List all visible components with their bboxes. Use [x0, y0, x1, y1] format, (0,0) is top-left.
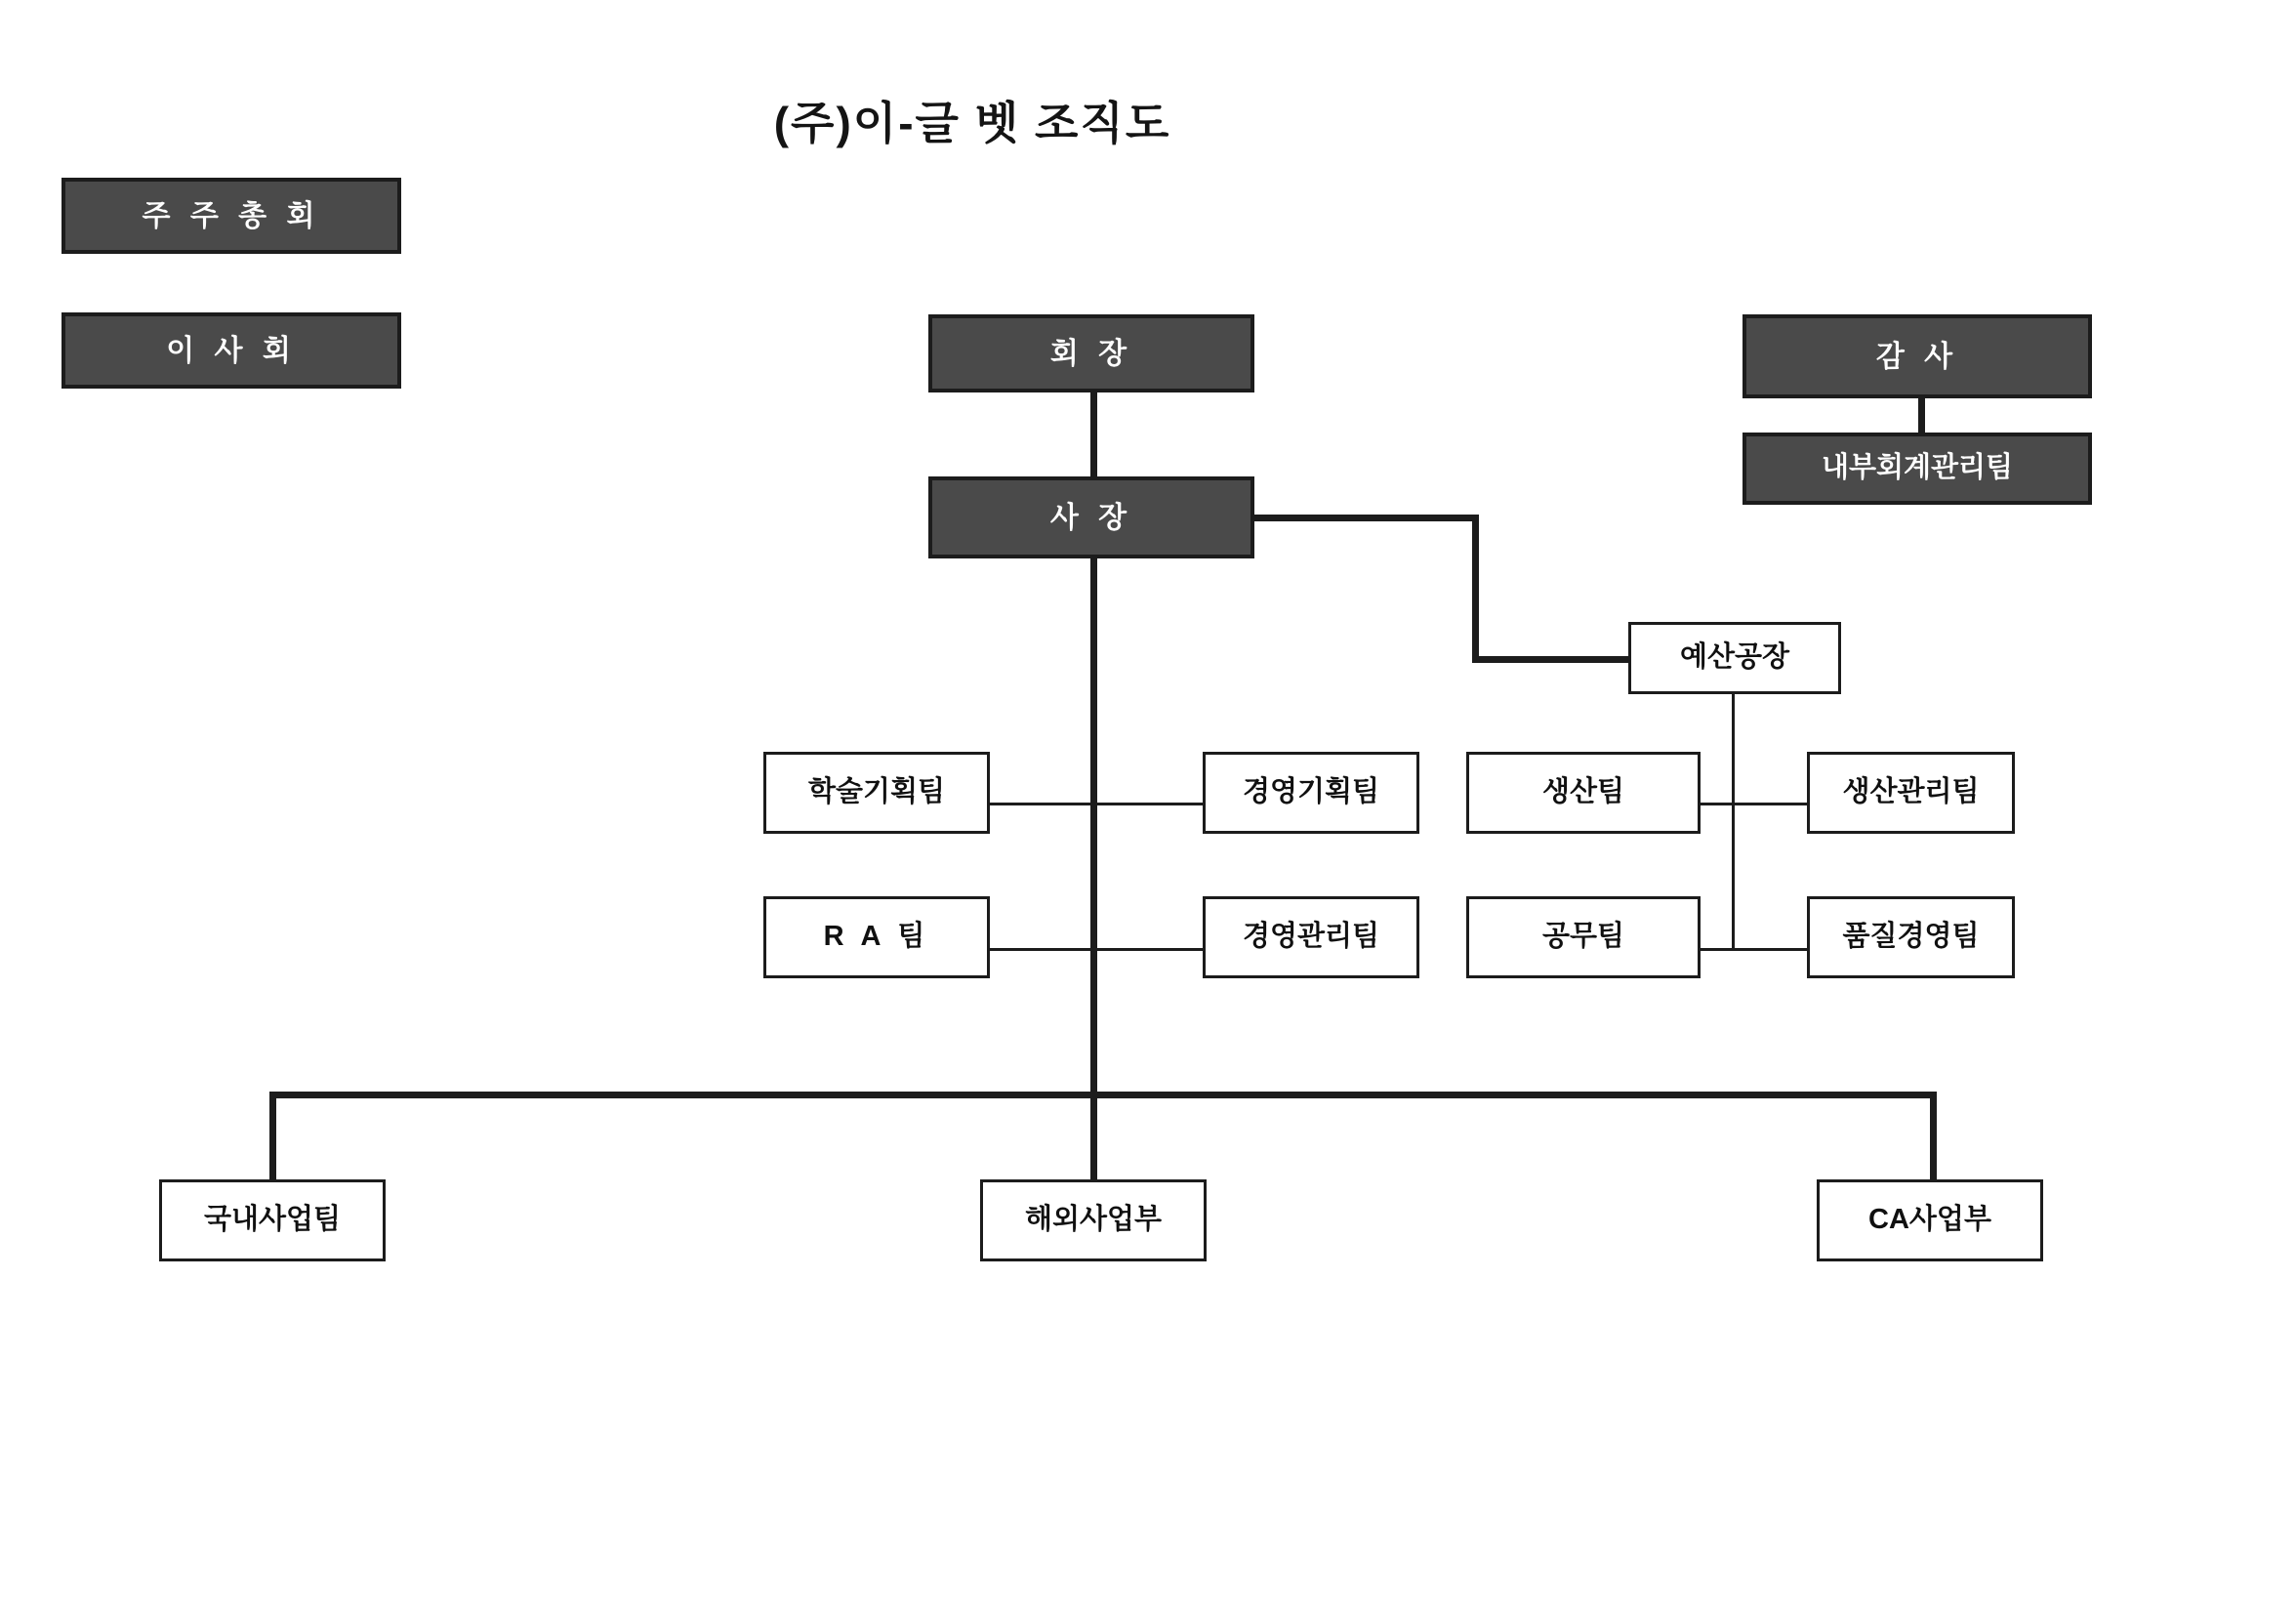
node-shareholders-meeting[interactable] [62, 178, 401, 254]
node-label: 국내사업팀 [203, 1204, 342, 1236]
node-auditor[interactable] [1742, 314, 2092, 398]
node-ra-team[interactable] [763, 896, 990, 978]
page-title [0, 88, 2296, 152]
node-label: 이 사 회 [166, 334, 297, 367]
connector-academic-management-planning [989, 803, 1204, 805]
page-title-text: (주)이-글 벳 조직도 [773, 98, 1171, 148]
node-management-planning-team[interactable] [1203, 752, 1419, 834]
node-president[interactable] [928, 476, 1254, 558]
node-label: 생산관리팀 [1842, 776, 1980, 808]
node-label: 감 사 [1875, 340, 1959, 373]
connector-bottom-right-down [1930, 1092, 1937, 1181]
node-label: 사 장 [1049, 501, 1133, 534]
node-engineering-team[interactable] [1466, 896, 1701, 978]
node-board-of-directors[interactable] [62, 312, 401, 389]
connector-ra-management-admin [989, 948, 1204, 951]
node-label: 내부회계관리팀 [1821, 452, 2014, 484]
connector-chairman-president [1090, 391, 1097, 478]
node-label: 학술기획팀 [807, 776, 946, 808]
connector-auditor-internal [1918, 398, 1925, 437]
node-label: CA사업부 [1868, 1204, 1991, 1236]
connector-engineering-row [1701, 948, 1808, 951]
node-production-management-team[interactable] [1807, 752, 2015, 834]
connector-bottom-left-down [269, 1092, 276, 1181]
connector-production-row [1701, 803, 1808, 805]
node-label: 품질경영팀 [1842, 921, 1980, 953]
node-internal-accounting-team[interactable] [1742, 433, 2092, 505]
node-yesan-plant[interactable] [1628, 622, 1841, 694]
node-label: R A 팀 [823, 921, 930, 953]
node-ca-business-division[interactable] [1817, 1179, 2043, 1261]
connector-to-yesan [1472, 656, 1643, 663]
connector-yesan-down [1732, 693, 1735, 949]
node-label: 예산공장 [1679, 641, 1790, 674]
connector-bottom-bar [269, 1092, 1937, 1098]
node-overseas-business-division[interactable] [980, 1179, 1207, 1261]
node-academic-planning-team[interactable] [763, 752, 990, 834]
node-label: 공무팀 [1541, 921, 1625, 953]
node-quality-management-team[interactable] [1807, 896, 2015, 978]
node-label: 회 장 [1049, 337, 1133, 370]
node-label: 주 주 총 회 [142, 199, 321, 232]
node-production-team[interactable] [1466, 752, 1701, 834]
connector-president-trunk [1090, 558, 1097, 1215]
node-domestic-business-team[interactable] [159, 1179, 386, 1261]
node-chairman[interactable] [928, 314, 1254, 392]
connector-president-right-down [1472, 515, 1479, 659]
node-label: 해외사업부 [1024, 1204, 1163, 1236]
node-management-admin-team[interactable] [1203, 896, 1419, 978]
node-label: 생산팀 [1541, 776, 1625, 808]
node-label: 경영관리팀 [1242, 921, 1380, 953]
connector-president-right [1254, 515, 1479, 521]
node-label: 경영기획팀 [1242, 776, 1380, 808]
